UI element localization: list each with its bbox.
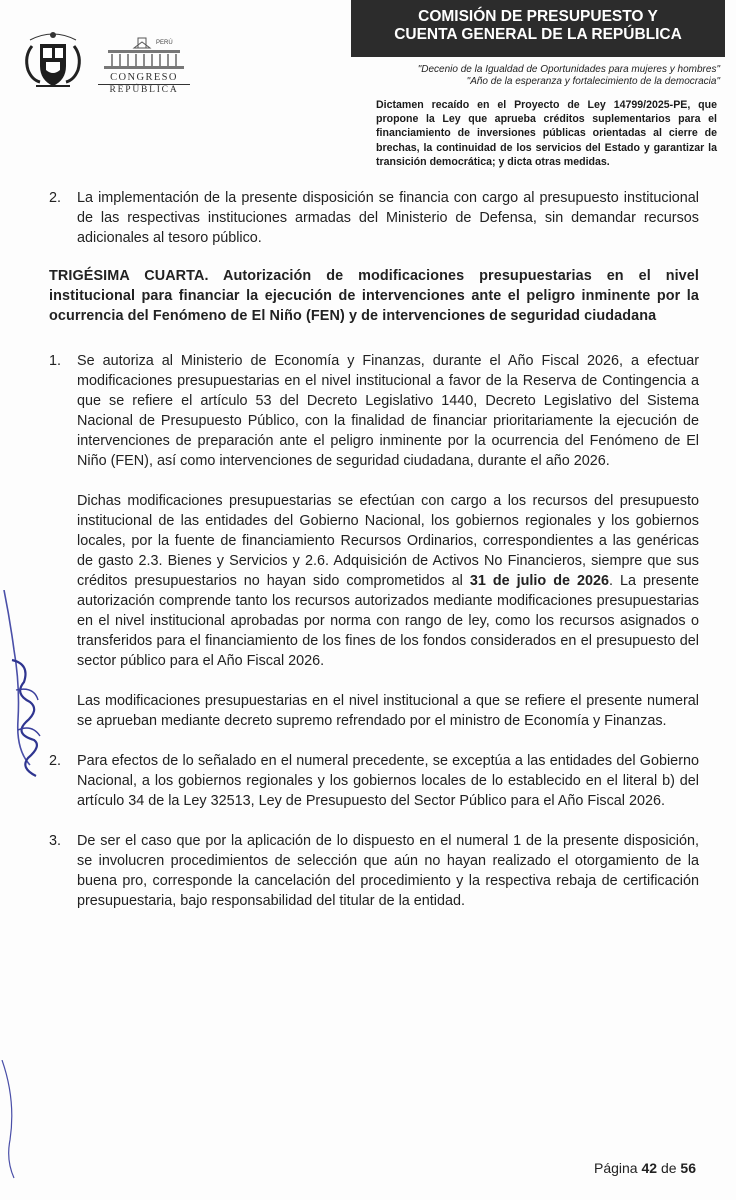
page-total: 56 [680, 1160, 696, 1176]
peru-mini-label: PERÚ [156, 40, 173, 46]
handwritten-signature [0, 590, 48, 830]
page-current: 42 [641, 1160, 658, 1176]
congress-building-icon [98, 36, 190, 70]
margin-pen-mark [0, 1060, 20, 1180]
congreso-text: CONGRESO [98, 72, 190, 85]
list-number: 2. [49, 753, 62, 769]
numeral-2-previous [49, 188, 699, 248]
decenio-slogan: "Decenio de la Igualdad de Oportunidades para mujeres y hombres" [417, 64, 720, 75]
dictamen-summary: Dictamen recaído en el Proyecto de Ley 14799/2025-PE, que propone la Ley que aprueba créditos suplementarios para el financiamiento de inversiones públicas orientadas al cierre de brechas, la continuidad de los servicios del Estado y garantizar la transición democrática; y dicta otras medidas. [376, 99, 717, 168]
numeral-3 [49, 831, 699, 911]
congreso-label [98, 72, 190, 96]
peru-coat-of-arms-icon [22, 26, 84, 96]
section-heading: TRIGÉSIMA CUARTA. Autorización de modificaciones presupuestarias en el nivel institucional para financiar la ejecución de intervenciones ante el peligro inminente por la ocurrencia del Fenómeno de El Niño (FEN) y de intervenciones de seguridad ciudadana [49, 268, 699, 324]
commission-title-box [351, 0, 725, 57]
commission-line-2: CUENTA GENERAL DE LA REPÚBLICA [394, 26, 682, 43]
page-label: Página [594, 1160, 638, 1176]
paragraph-text-part: . La presente autorización comprende tanto los recursos autorizados mediante modificaciones presupuestarias en el nivel institucional aprobadas por norma con rango de ley, como los recursos asignados o transferidos para el financiamiento de los fines de los fondos considerados en el presupuesto del sector público para el Año Fiscal 2026. [77, 573, 699, 669]
paragraph-text: La implementación de la presente disposición se financia con cargo al presupuesto institucional de las respectivas instituciones armadas del Ministerio de Defensa, sin demandar recursos adicionales al tesoro público. [77, 190, 699, 246]
paragraph-text-part: Dichas modificaciones presupuestarias se efectúan con cargo a los recursos del presupuesto institucional de las entidades del Gobierno Nacional, los gobiernos regionales y los gobiernos locales, por la fuente de financiamiento Recursos Ordinarios, correspondientes a las genéricas de gasto 2.3. Bienes y Servicios y 2.6. Adquisición de Activos No Financieros, siempre que sus créditos presupuestarios no hayan sido comprometidos al [77, 493, 699, 589]
numeral-1 [49, 351, 699, 471]
list-number: 2. [49, 190, 62, 206]
republica-text: REPÚBLICA [109, 85, 179, 95]
list-number: 1. [49, 353, 62, 369]
document-body [49, 188, 699, 911]
commission-line-1: COMISIÓN DE PRESUPUESTO Y [418, 8, 658, 25]
page-indicator [594, 1160, 696, 1176]
page-of: de [660, 1160, 677, 1176]
decade-slogans [418, 64, 720, 88]
header-logos [14, 26, 194, 106]
list-number: 3. [49, 833, 62, 849]
deadline-date: 31 de julio de 2026 [469, 573, 609, 589]
numeral-1-paragraph-3: Las modificaciones presupuestarias en el nivel institucional a que se refiere el presente numeral se aprueban mediante decreto supremo refrendado por el ministro de Economía y Finanzas. [77, 693, 699, 729]
paragraph-text: Se autoriza al Ministerio de Economía y Finanzas, durante el Año Fiscal 2026, a efectuar modificaciones presupuestarias en el nivel institucional a favor de la Reserva de Contingencia a que se refiere el artículo 53 del Decreto Legislativo 1440, Decreto Legislativo del Sistema Nacional de Presupuesto Público, con la finalidad de financiar prioritariamente la ejecución de intervenciones de preparación ante el peligro inminente por la ocurrencia del Fenómeno de El Niño (FEN), así como intervenciones de seguridad ciudadana, durante el año 2026. [77, 353, 699, 469]
paragraph-text: De ser el caso que por la aplicación de lo dispuesto en el numeral 1 de la presente disposición, se involucren procedimientos de selección que aún no hayan realizado el otorgamiento de la buena pro, corresponde la cancelación del procedimiento y la respectiva rebaja de certificación presupuestaria, bajo responsabilidad del titular de la entidad. [77, 833, 699, 909]
numeral-2 [49, 751, 699, 811]
numeral-1-paragraph-2 [77, 491, 699, 671]
year-slogan: "Año de la esperanza y fortalecimiento de la democracia" [466, 76, 720, 87]
paragraph-text: Para efectos de lo señalado en el numeral precedente, se exceptúa a las entidades del Gobierno Nacional, a los gobiernos regionales y los gobiernos locales de lo establecido en el literal b) del artículo 34 de la Ley 32513, Ley de Presupuesto del Sector Público para el Año Fiscal 2026. [77, 753, 699, 809]
